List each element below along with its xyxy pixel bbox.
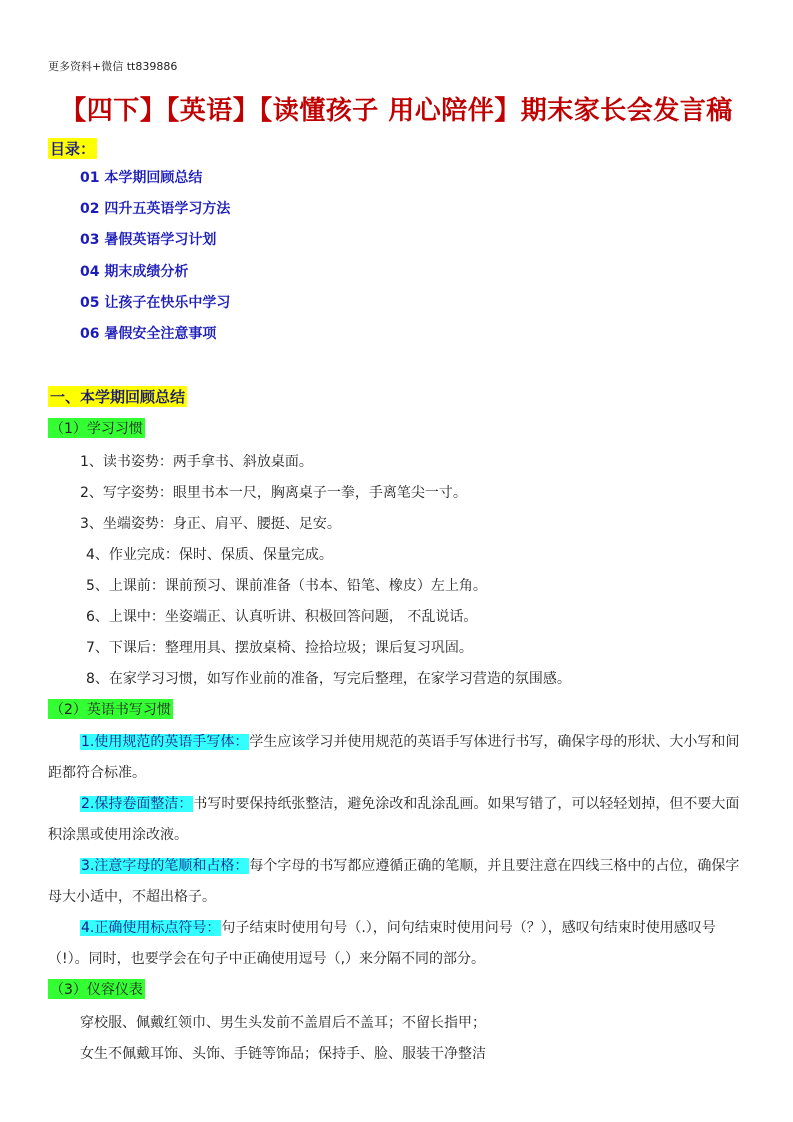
writing-item-key: 1.使用规范的英语手写体： [81, 734, 249, 750]
writing-item-key: 4.正确使用标点符号： [81, 920, 221, 936]
habit-item: 3、坐端姿势：身正、肩平、腰挺、足安。 [80, 516, 341, 532]
writing-item [48, 913, 748, 975]
toc-item: 02 四升五英语学习方法 [80, 201, 231, 218]
appearance-line: 穿校服、佩戴红领巾、男生头发前不盖眉后不盖耳；不留长指甲； [80, 1015, 486, 1031]
header-note: 更多资料+微信 tt839886 [48, 60, 178, 73]
habit-item: 1、读书姿势：两手拿书、斜放桌面。 [80, 454, 313, 470]
writing-item [48, 851, 748, 913]
writing-item-text: 句子结束时使用句号（.），问句结束时使用问号（？），感叹句结束时使用感叹号（!）。同时，也要学会在句子中正确使用逗号（,）来分隔不同的部分。 [48, 920, 716, 967]
toc-item: 04 期末成绩分析 [80, 263, 189, 280]
habit-item: 4、作业完成：保时、保质、保量完成。 [86, 547, 333, 563]
toc-item: 01 本学期回顾总结 [80, 170, 203, 186]
subsection-heading-appearance: （3）仪容仪表 [48, 979, 145, 999]
habit-item: 6、上课中：坐姿端正、认真听讲、积极回答问题， 不乱说话。 [86, 609, 478, 625]
table-of-contents [80, 166, 230, 353]
writing-item-text: 书写时要保持纸张整洁，避免涂改和乱涂乱画。如果写错了，可以轻轻划掉，但不要大面积涂黑或使用涂改液。 [48, 796, 740, 843]
writing-item-key: 2.保持卷面整洁： [81, 796, 193, 812]
habit-item: 7、下课后：整理用具、摆放桌椅、捡拾垃圾；课后复习巩固。 [86, 640, 473, 656]
subsection-heading-writing: （2）英语书写习惯 [48, 699, 173, 719]
document-title: 【四下】【英语】【读懂孩子 用心陪伴】期末家长会发言稿 [60, 96, 733, 126]
writing-item [48, 727, 748, 789]
toc-item: 05 让孩子在快乐中学习 [80, 294, 231, 311]
toc-item: 03 暑假英语学习计划 [80, 232, 217, 249]
toc-label: 目录： [50, 140, 96, 158]
habit-item: 8、在家学习习惯，如写作业前的准备，写完后整理，在家学习营造的氛围感。 [86, 671, 571, 687]
writing-item [48, 789, 748, 851]
appearance-line: 女生不佩戴耳饰、头饰、手链等饰品；保持手、脸、服装干净整洁 [80, 1046, 486, 1062]
toc-item: 06 暑假安全注意事项 [80, 325, 217, 342]
section-title: 一、本学期回顾总结 [50, 388, 186, 406]
writing-item-text: 每个字母的书写都应遵循正确的笔顺，并且要注意在四线三格中的占位，确保字母大小适中，不超出格子。 [48, 858, 740, 905]
writing-item-key: 3.注意字母的笔顺和占格： [81, 858, 249, 874]
habit-item: 5、上课前：课前预习、课前准备（书本、铅笔、橡皮）左上角。 [86, 578, 487, 594]
habit-item: 2、写字姿势：眼里书本一尺，胸离桌子一拳，手离笔尖一寸。 [80, 485, 467, 501]
writing-item-text: 学生应该学习并使用规范的英语手写体进行书写，确保字母的形状、大小写和间距都符合标准。 [48, 734, 740, 781]
subsection-heading-habits: （1）学习习惯 [48, 418, 145, 438]
